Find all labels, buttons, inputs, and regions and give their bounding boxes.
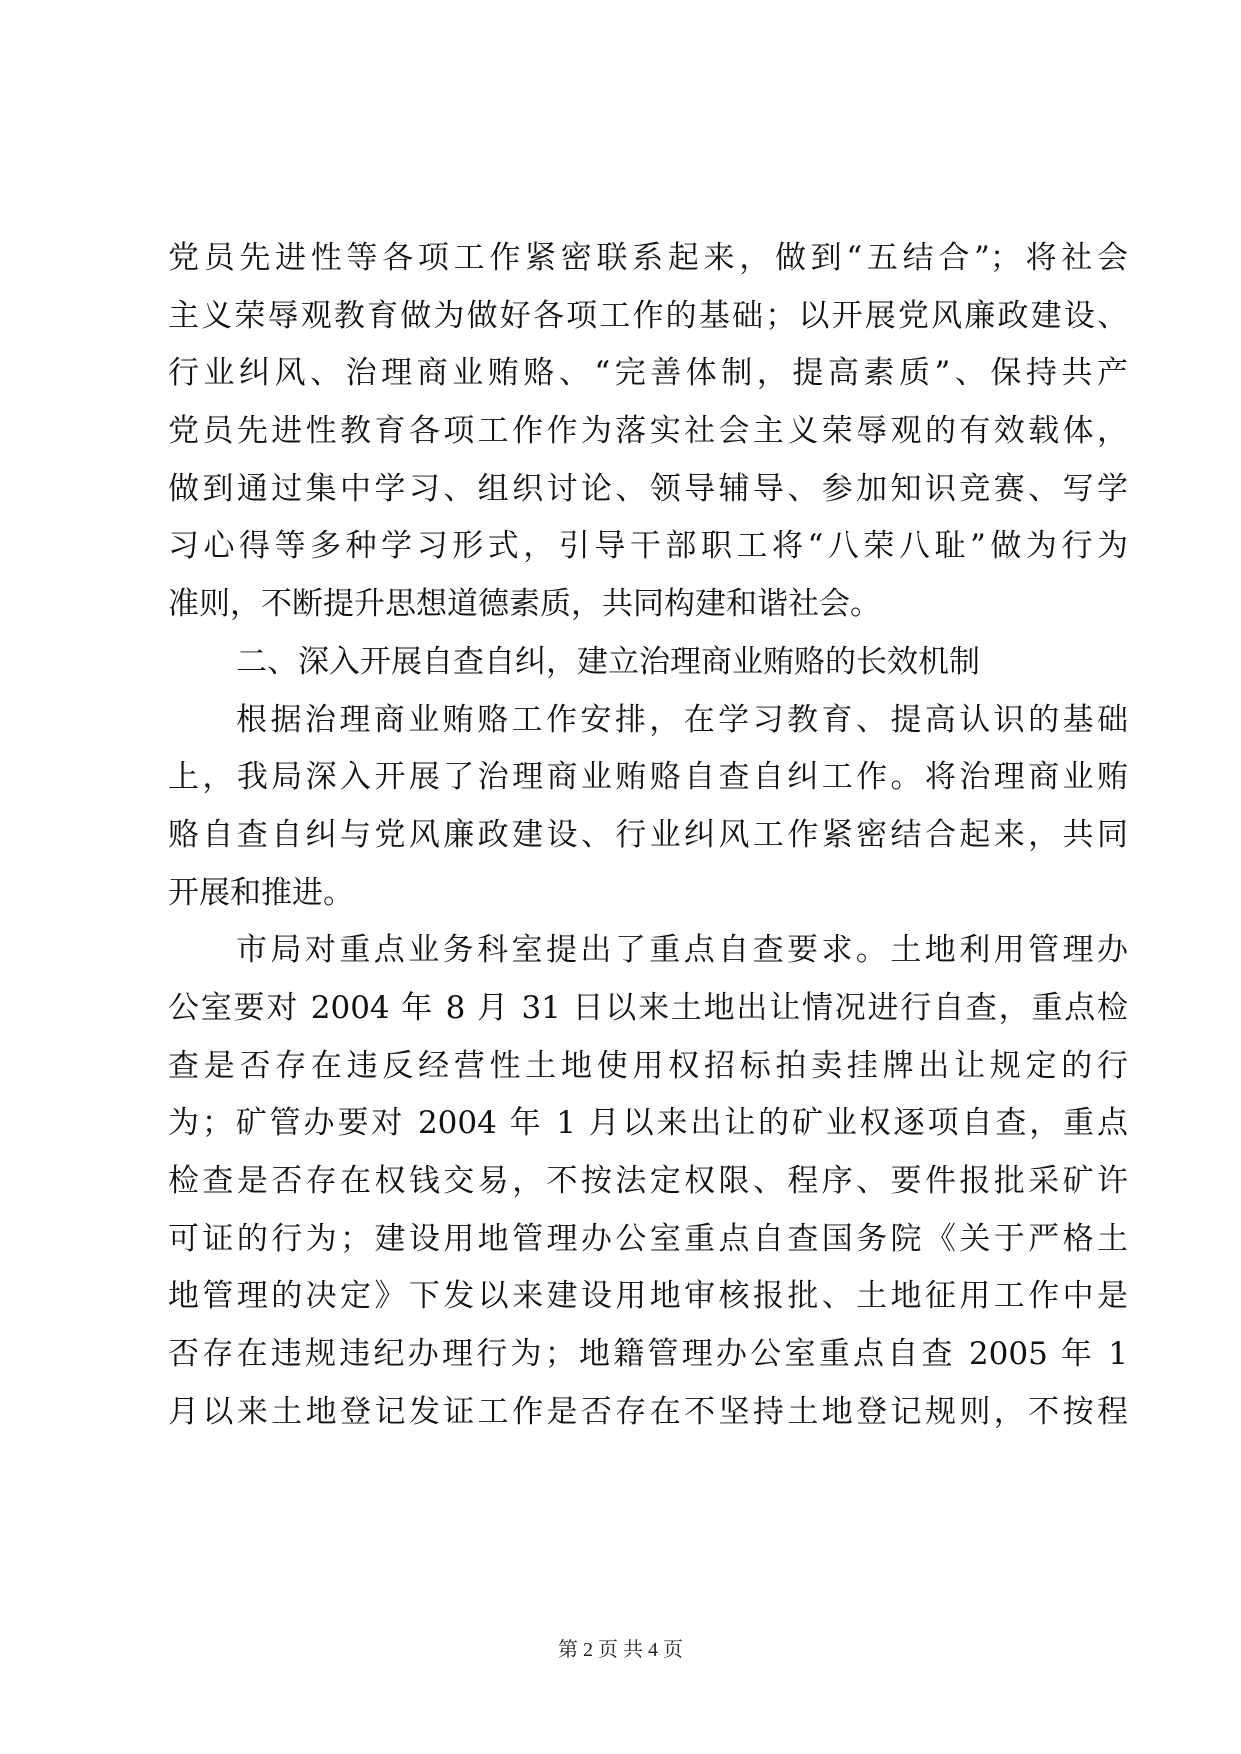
text-line: 党员先进性等各项工作紧密联系起来，做到“五结合”；将社会 (168, 240, 1128, 276)
text-line: 主义荣辱观教育做为做好各项工作的基础；以开展党风廉政建设、 (168, 297, 1128, 334)
text-line: 赂自查自纠与党风廉政建设、行业纠风工作紧密结合起来，共同 (168, 816, 1128, 853)
document-body (168, 230, 1128, 1441)
text-line: 上，我局深入开展了治理商业贿赂自查自纠工作。将治理商业贿 (168, 759, 1128, 796)
text-line: 开展和推进。 (168, 874, 354, 911)
text-line: 可证的行为；建设用地管理办公室重点自查国务院《关于严格土 (168, 1220, 1128, 1257)
text-line: 检查是否存在权钱交易，不按法定权限、程序、要件报批采矿许 (168, 1163, 1128, 1199)
page-footer: 第 2 页 共 4 页 (558, 1639, 683, 1661)
text-line: 习心得等多种学习形式，引导干部职工将“八荣八耻”做为行为 (168, 528, 1128, 565)
text-line: 否存在违规违纪办理行为；地籍管理办公室重点自查 2005 年 1 (168, 1336, 1128, 1373)
text-line: 行业纠风、治理商业贿赂、“完善体制，提高素质”、保持共产 (168, 355, 1128, 392)
text-line: 做到通过集中学习、组织讨论、领导辅导、参加知识竞赛、写学 (168, 470, 1128, 507)
text-line: 为；矿管办要对 2004 年 1 月以来出让的矿业权逐项自查，重点 (168, 1105, 1128, 1142)
text-line: 市局对重点业务科室提出了重点自查要求。土地利用管理办 (236, 932, 1128, 969)
text-line: 二、深入开展自查自纠，建立治理商业贿赂的长效机制 (236, 643, 980, 680)
text-line: 查是否存在违反经营性土地使用权招标拍卖挂牌出让规定的行 (168, 1047, 1128, 1084)
text-line: 月以来土地登记发证工作是否存在不坚持土地登记规则，不按程 (168, 1393, 1128, 1430)
text-line: 党员先进性教育各项工作作为落实社会主义荣辱观的有效载体， (168, 413, 1128, 450)
text-line: 公室要对 2004 年 8 月 31 日以来土地出让情况进行自查，重点检 (168, 989, 1128, 1026)
text-line: 地管理的决定》下发以来建设用地审核报批、土地征用工作中是 (168, 1278, 1128, 1315)
text-line: 根据治理商业贿赂工作安排，在学习教育、提高认识的基础 (236, 701, 1128, 738)
text-line: 准则，不断提升思想道德素质，共同构建和谐社会。 (168, 586, 881, 623)
